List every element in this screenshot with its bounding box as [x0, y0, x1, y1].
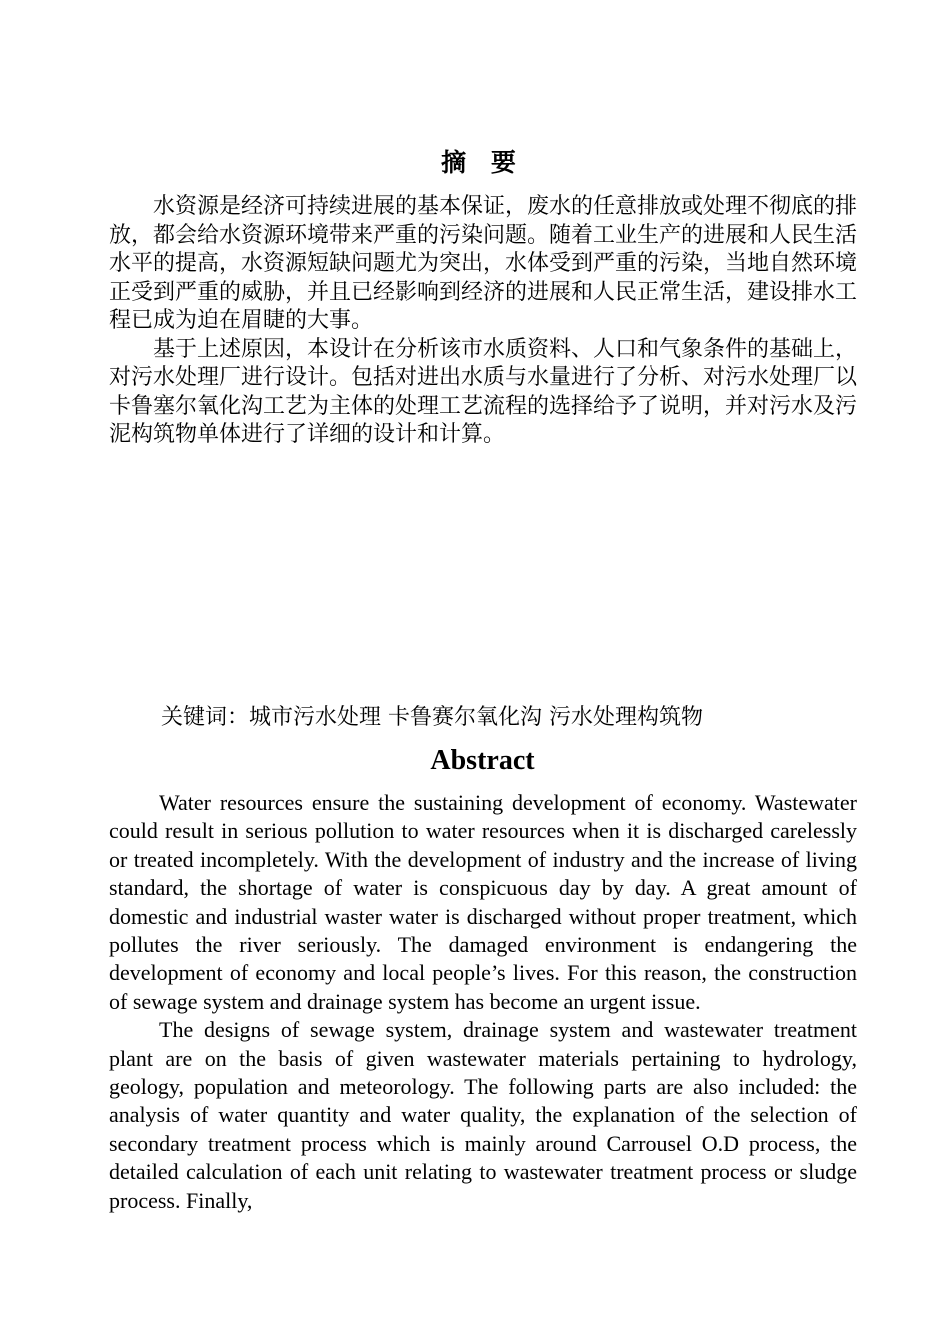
chinese-keywords: [161, 703, 861, 733]
english-abstract-paragraph-2: The designs of sewage system, drainage system and wastewater treatment plant are on the basis of given wastewater materials pertaining to hydrology, geology, population and meteorology. The following parts are also included: the analysis of water quantity and water quality, the explanation of the selection of secondary treatment process which is mainly around Carrousel O.D process, the detailed calculation of each unit relating to wastewater treatment process or sludge process. Finally,: [109, 1017, 857, 1213]
keywords-label: 关键词：: [161, 705, 250, 730]
chinese-abstract-paragraph-2: 基于上述原因，本设计在分析该市水质资料、人口和气象条件的基础上，对污水处理厂进行设计。包括对进出水质与水量进行了分析、对污水处理厂以卡鲁塞尔氧化沟工艺为主体的处理工艺流程的选择给予了说明，并对污水及污泥构筑物单体进行了详细的设计和计算。: [109, 336, 858, 447]
english-abstract-paragraph-1: Water resources ensure the sustaining development of economy. Wastewater could result in serious pollution to water resources when it is discharged carelessly or treated incompletely. With the development of industry and the increase of living standard, the shortage of water is conspicuous day by day. A great amount of domestic and industrial waster water is discharged without proper treatment, which pollutes the river seriously. The damaged environment is endangering the development of economy and local people’s lives. For this reason, the construction of sewage system and drainage system has become an urgent issue.: [109, 790, 857, 1014]
chinese-abstract-title: 摘 要: [441, 148, 524, 177]
chinese-abstract-paragraph-1: 水资源是经济可持续进展的基本保证，废水的任意排放或处理不彻底的排放，都会给水资源环境带来严重的污染问题。随着工业生产的进展和人民生活水平的提高，水资源短缺问题尤为突出，水体受到严重的污染，当地自然环境正受到严重的威胁，并且已经影响到经济的进展和人民正常生活，建设排水工程已成为迫在眉睫的大事。: [109, 194, 858, 333]
english-abstract-title: Abstract: [430, 745, 535, 776]
chinese-abstract-body: [109, 193, 857, 450]
keywords-value: 城市污水处理 卡鲁赛尔氧化沟 污水处理构筑物: [249, 705, 704, 730]
english-abstract-body: [109, 789, 857, 1215]
